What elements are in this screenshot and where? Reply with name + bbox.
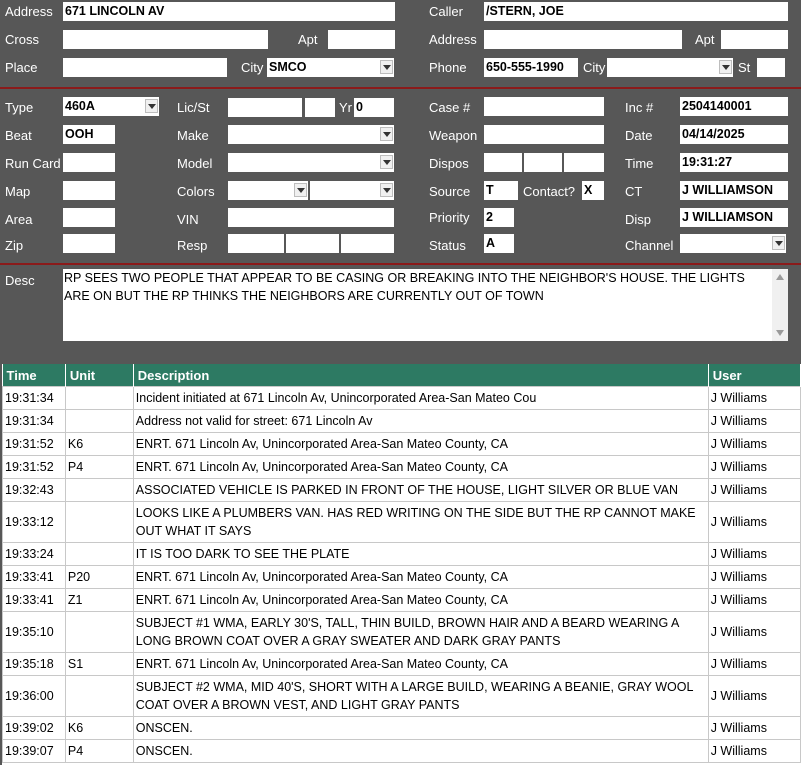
vin-label: VIN — [177, 212, 199, 227]
table-row[interactable] — [3, 433, 801, 456]
phone-label: Phone — [429, 60, 467, 75]
inc-field[interactable]: 2504140001 — [680, 97, 788, 116]
log-user: J Williams — [708, 566, 800, 589]
zip-label: Zip — [5, 238, 24, 253]
make-label: Make — [177, 128, 209, 143]
beat-label: Beat — [5, 128, 32, 143]
st-field[interactable] — [757, 58, 785, 77]
log-user: J Williams — [708, 387, 800, 410]
desc-label: Desc — [5, 273, 35, 288]
caller-address-label: Address — [429, 32, 477, 47]
city-select[interactable] — [267, 58, 394, 77]
yr-label: Yr — [339, 100, 352, 115]
ct-field[interactable]: J WILLIAMSON — [680, 181, 788, 200]
scroll-up-icon[interactable] — [776, 274, 784, 280]
model-label: Model — [177, 156, 213, 171]
section-divider — [0, 87, 801, 89]
table-row[interactable] — [3, 410, 801, 433]
log-description: LOOKS LIKE A PLUMBERS VAN. HAS RED WRITING ON THE SIDE BUT THE RP CANNOT MAKE OUT WHAT IT SAYS — [133, 502, 708, 543]
log-description: ONSCEN. — [133, 740, 708, 763]
chevron-down-icon[interactable] — [294, 183, 307, 197]
log-description: ASSOCIATED VEHICLE IS PARKED IN FRONT OF THE HOUSE, LIGHT SILVER OR BLUE VAN — [133, 479, 708, 502]
log-user: J Williams — [708, 456, 800, 479]
log-unit: K6 — [65, 717, 133, 740]
caller-field[interactable]: /STERN, JOE — [484, 2, 788, 21]
apt-label: Apt — [298, 32, 318, 47]
time-field[interactable]: 19:31:27 — [680, 153, 788, 172]
status-label: Status — [429, 238, 466, 253]
log-time: 19:39:07 — [3, 740, 66, 763]
log-description: SUBJECT #2 WMA, MID 40'S, SHORT WITH A LARGE BUILD, WEARING A BEANIE, GRAY WOOL COAT OVER A BROWN VEST, AND LIGHT GRAY PANTS — [133, 676, 708, 717]
table-row[interactable] — [3, 589, 801, 612]
log-unit: S1 — [65, 653, 133, 676]
apt-field[interactable] — [328, 30, 395, 49]
weapon-field[interactable] — [484, 125, 604, 144]
zip-field[interactable] — [63, 234, 115, 253]
log-time: 19:31:52 — [3, 433, 66, 456]
table-row[interactable] — [3, 479, 801, 502]
log-unit — [65, 410, 133, 433]
city-label: City — [241, 60, 264, 75]
caller-apt-label: Apt — [695, 32, 715, 47]
priority-field[interactable]: 2 — [484, 208, 514, 227]
cross-field[interactable] — [63, 30, 268, 49]
chevron-down-icon[interactable] — [380, 127, 393, 141]
contact-field[interactable]: X — [582, 181, 604, 200]
col-time-header[interactable]: Time — [3, 364, 66, 387]
log-time: 19:33:24 — [3, 543, 66, 566]
log-unit: P4 — [65, 740, 133, 763]
log-user: J Williams — [708, 502, 800, 543]
vin-field[interactable] — [228, 208, 394, 227]
chevron-down-icon[interactable] — [380, 60, 393, 74]
log-time: 19:35:10 — [3, 612, 66, 653]
caller-apt-field[interactable] — [721, 30, 788, 49]
log-time: 19:33:12 — [3, 502, 66, 543]
log-time: 19:31:34 — [3, 410, 66, 433]
chevron-down-icon[interactable] — [380, 155, 393, 169]
log-time: 19:31:52 — [3, 456, 66, 479]
log-user: J Williams — [708, 410, 800, 433]
table-row[interactable] — [3, 612, 801, 653]
source-label: Source — [429, 184, 471, 199]
place-label: Place — [5, 60, 38, 75]
color1-select[interactable] — [228, 181, 308, 200]
log-user: J Williams — [708, 479, 800, 502]
table-row[interactable] — [3, 502, 801, 543]
dispos-label: Dispos — [429, 156, 469, 171]
log-user: J Williams — [708, 589, 800, 612]
resp-field-1[interactable] — [228, 234, 284, 253]
inc-label: Inc # — [625, 100, 654, 115]
yr-field[interactable]: 0 — [354, 98, 394, 117]
make-select[interactable] — [228, 125, 394, 144]
log-description: ENRT. 671 Lincoln Av, Unincorporated Area-San Mateo County, CA — [133, 566, 708, 589]
log-user: J Williams — [708, 612, 800, 653]
log-user: J Williams — [708, 543, 800, 566]
type-select[interactable] — [63, 97, 159, 116]
log-user: J Williams — [708, 740, 800, 763]
weapon-label: Weapon — [429, 128, 478, 143]
date-label: Date — [625, 128, 653, 143]
chevron-down-icon[interactable] — [772, 236, 785, 250]
description-text: RP SEES TWO PEOPLE THAT APPEAR TO BE CASING OR BREAKING INTO THE NEIGHBOR'S HOUSE. THE LIGHTS ARE ON BUT THE RP THINKS THE NEIGHBORS ARE CURRENTLY OUT OF TOWN — [64, 271, 745, 303]
log-unit: P4 — [65, 456, 133, 479]
dispos-field-2[interactable] — [524, 153, 562, 172]
color2-select[interactable] — [310, 181, 394, 200]
log-header-row — [3, 364, 801, 387]
table-row[interactable] — [3, 566, 801, 589]
caller-label: Caller — [429, 4, 463, 19]
log-user: J Williams — [708, 653, 800, 676]
map-label: Map — [5, 184, 31, 199]
st-label: St — [738, 60, 751, 75]
table-row[interactable] — [3, 653, 801, 676]
log-unit — [65, 502, 133, 543]
phone-city-label: City — [583, 60, 606, 75]
chevron-down-icon[interactable] — [719, 60, 732, 74]
log-description: Incident initiated at 671 Lincoln Av, Unincorporated Area-San Mateo Cou — [133, 387, 708, 410]
disp-field[interactable]: J WILLIAMSON — [680, 208, 788, 227]
col-user-header[interactable]: User — [708, 364, 800, 387]
log-user: J Williams — [708, 717, 800, 740]
table-row[interactable] — [3, 543, 801, 566]
col-description-header[interactable]: Description — [133, 364, 708, 387]
dispos-field-3[interactable] — [564, 153, 604, 172]
beat-field[interactable]: OOH — [63, 125, 115, 144]
description-scrollbar[interactable] — [772, 269, 788, 341]
table-row[interactable] — [3, 387, 801, 410]
disp-label: Disp — [625, 212, 652, 227]
map-field[interactable] — [63, 181, 115, 200]
log-description: ENRT. 671 Lincoln Av, Unincorporated Area-San Mateo County, CA — [133, 456, 708, 479]
licst-label: Lic/St — [177, 100, 210, 115]
lic-field[interactable] — [228, 98, 302, 117]
address-field[interactable]: 671 LINCOLN AV — [63, 2, 395, 21]
area-field[interactable] — [63, 208, 115, 227]
colors-label: Colors — [177, 184, 215, 199]
log-description: ENRT. 671 Lincoln Av, Unincorporated Area-San Mateo County, CA — [133, 589, 708, 612]
source-field[interactable]: T — [484, 181, 518, 200]
log-description: ENRT. 671 Lincoln Av, Unincorporated Area-San Mateo County, CA — [133, 433, 708, 456]
channel-label: Channel — [625, 238, 674, 253]
ct-label: CT — [625, 184, 643, 199]
log-description: IT IS TOO DARK TO SEE THE PLATE — [133, 543, 708, 566]
case-label: Case # — [429, 100, 471, 115]
log-user: J Williams — [708, 433, 800, 456]
table-row[interactable] — [3, 740, 801, 763]
runcard-label: Run Card — [5, 156, 61, 171]
log-unit — [65, 479, 133, 502]
log-time: 19:33:41 — [3, 566, 66, 589]
chevron-down-icon[interactable] — [145, 99, 158, 113]
lic-state-field[interactable] — [305, 98, 335, 117]
channel-select[interactable] — [680, 234, 786, 253]
area-label: Area — [5, 212, 33, 227]
case-field[interactable] — [484, 97, 604, 116]
chevron-down-icon[interactable] — [380, 183, 393, 197]
place-field[interactable] — [63, 58, 227, 77]
scroll-down-icon[interactable] — [776, 330, 784, 336]
log-user: J Williams — [708, 676, 800, 717]
resp-field-2[interactable] — [286, 234, 339, 253]
log-unit — [65, 612, 133, 653]
log-unit: K6 — [65, 433, 133, 456]
log-unit: P20 — [65, 566, 133, 589]
log-description: Address not valid for street: 671 Lincoln Av — [133, 410, 708, 433]
log-description: ENRT. 671 Lincoln Av, Unincorporated Area-San Mateo County, CA — [133, 653, 708, 676]
section-divider — [0, 263, 801, 265]
date-field[interactable]: 04/14/2025 — [680, 125, 788, 144]
contact-label: Contact? — [523, 184, 576, 199]
resp-field-3[interactable] — [341, 234, 394, 253]
status-field[interactable]: A — [484, 234, 514, 253]
address-label: Address — [5, 4, 53, 19]
priority-label: Priority — [429, 210, 470, 225]
log-unit — [65, 387, 133, 410]
log-unit — [65, 543, 133, 566]
time-label: Time — [625, 156, 654, 171]
description-textarea[interactable] — [63, 269, 788, 341]
log-time: 19:35:18 — [3, 653, 66, 676]
log-time: 19:31:34 — [3, 387, 66, 410]
incident-log — [2, 364, 801, 765]
dispos-field-1[interactable] — [484, 153, 522, 172]
col-unit-header[interactable]: Unit — [65, 364, 133, 387]
city-value: SMCO — [269, 60, 307, 74]
type-label: Type — [5, 100, 34, 115]
caller-address-field[interactable] — [484, 30, 682, 49]
cross-label: Cross — [5, 32, 39, 47]
runcard-field[interactable] — [63, 153, 115, 172]
log-description: ONSCEN. — [133, 717, 708, 740]
log-time: 19:32:43 — [3, 479, 66, 502]
type-value: 460A — [65, 99, 95, 113]
log-time: 19:36:00 — [3, 676, 66, 717]
log-time: 19:33:41 — [3, 589, 66, 612]
phone-city-select[interactable] — [607, 58, 733, 77]
model-select[interactable] — [228, 153, 394, 172]
table-row[interactable] — [3, 676, 801, 717]
log-unit — [65, 676, 133, 717]
log-unit: Z1 — [65, 589, 133, 612]
table-row[interactable] — [3, 456, 801, 479]
log-description: SUBJECT #1 WMA, EARLY 30'S, TALL, THIN BUILD, BROWN HAIR AND A BEARD WEARING A LONG BROWN COAT OVER A GRAY SWEATER AND DARK GRAY PANTS — [133, 612, 708, 653]
table-row[interactable] — [3, 717, 801, 740]
resp-label: Resp — [177, 238, 208, 253]
log-table — [2, 364, 801, 763]
log-time: 19:39:02 — [3, 717, 66, 740]
phone-field[interactable]: 650-555-1990 — [484, 58, 578, 77]
